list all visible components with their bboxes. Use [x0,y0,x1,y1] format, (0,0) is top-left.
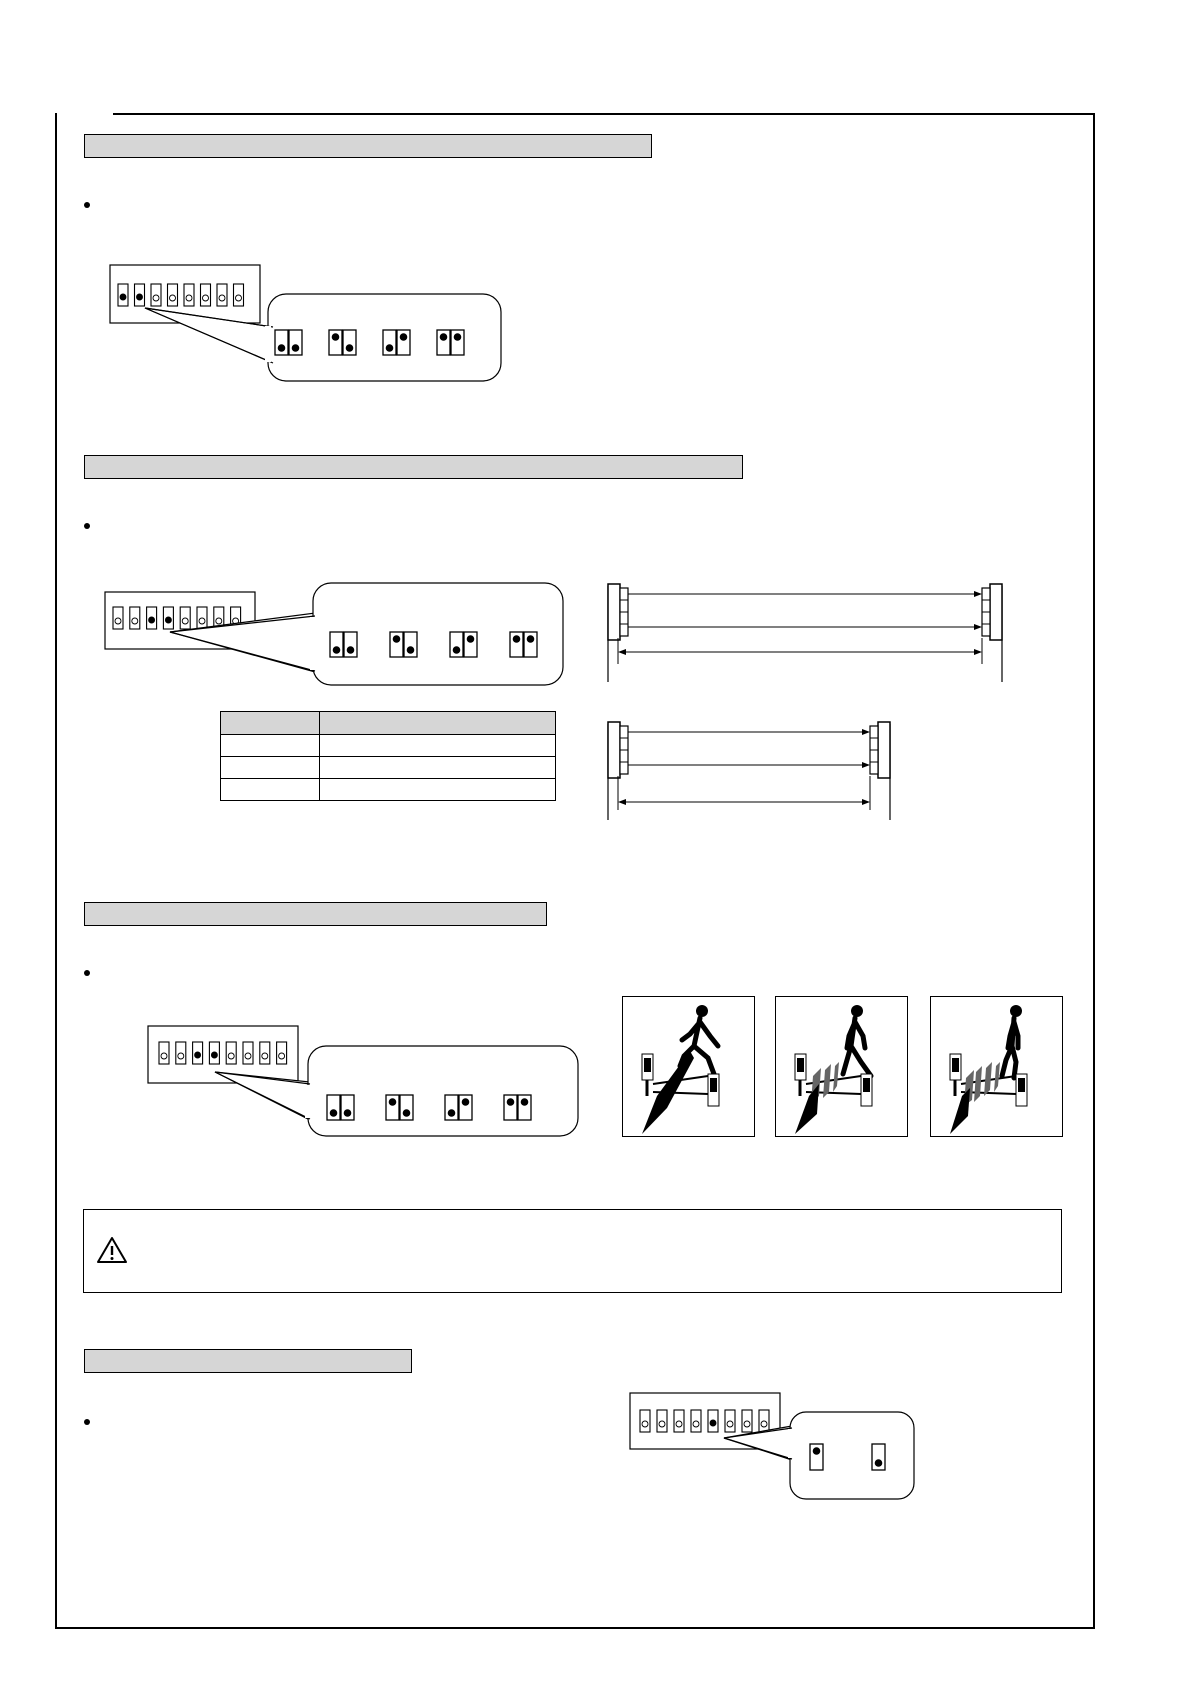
walker-panel-1 [622,996,755,1137]
range-table-header-2 [320,712,556,735]
dip-pair-knob [344,1109,352,1117]
dip-pair-knob [393,635,401,643]
dip-pair-knob [527,635,535,643]
dip-pair-knob [507,1098,515,1106]
dip-pair-knob [462,1098,470,1106]
dip-switch-knob [216,618,222,624]
page-frame-bottom [55,1627,1095,1629]
dip-pair-knob [467,635,475,643]
dip-switch-knob [710,1420,716,1426]
caution-box [83,1209,1062,1293]
table-cell [221,757,320,779]
dip-switch-knob [120,294,126,300]
dip-switch-knob [236,295,242,301]
table-cell [320,735,556,757]
dip-switch-knob [170,295,176,301]
dip-switch-knob [137,294,143,300]
walker-panel-3 [930,996,1063,1137]
dip-switch-knob [178,1053,184,1059]
table-cell [320,779,556,801]
dip-switch-knob [761,1421,767,1427]
page-frame-left [55,113,57,1628]
section-2-bullet-dot [84,523,90,529]
dip-pair-knob [332,333,340,341]
dip-pair-knob [386,344,394,352]
section-4-heading [84,1349,412,1373]
dip-switch-knob [228,1053,234,1059]
dip-switch-knob [676,1421,682,1427]
range-table-header-1 [221,712,320,735]
table-cell [221,779,320,801]
dip-switch-knob [659,1421,665,1427]
table-row [221,779,556,801]
dip-pair-knob [521,1098,529,1106]
table-row [221,757,556,779]
section-2-heading [84,455,743,479]
dip-switch-knob [195,1052,201,1058]
walker-panel-2 [775,996,908,1137]
dip-pair-knob [440,333,448,341]
dip-switch-knob [245,1053,251,1059]
dip-pair-knob [333,646,341,654]
dip-switch-knob [149,617,155,623]
section-1-dip-diagram [105,260,505,385]
dip-pair-knob [453,646,461,654]
dip-pair-knob [346,344,354,352]
dip-pair-knob [513,635,521,643]
dip-switch-knob [262,1053,268,1059]
dip-pair-knob [448,1109,456,1117]
section-3-bullet-dot [84,970,90,976]
dip-pair-knob [454,333,462,341]
dip-switch-knob [744,1421,750,1427]
long-range-beam-diagram [600,578,1010,683]
dip-switch-knob [182,618,188,624]
table-cell [221,735,320,757]
dip-switch-knob [186,295,192,301]
dip-switch-knob [642,1421,648,1427]
dip-pair-knob [347,646,355,654]
dip-switch-knob [203,295,209,301]
section-3-dip-diagram [145,1020,585,1140]
table-cell [320,757,556,779]
dip-switch-knob [219,295,225,301]
page-frame-top [113,113,1095,115]
dip-pair-knob [407,646,415,654]
dip-pair-knob [330,1109,338,1117]
dip-switch-knob [693,1421,699,1427]
warning-triangle-icon [96,1236,128,1264]
section-3-heading [84,902,547,926]
dip-pair-knob [403,1109,411,1117]
range-table [220,711,556,801]
range-table-header-row [221,712,556,735]
page-frame-right [1093,113,1095,1628]
dip-pair-knob [278,344,286,352]
dip-switch-knob [199,618,205,624]
dip-pair-knob [389,1098,397,1106]
dip-pair-knob [400,333,408,341]
section-4-bullet-dot [84,1419,90,1425]
dip-switch-knob [279,1053,285,1059]
section-4-dip-diagram [628,1390,918,1505]
section-1-bullet-dot [84,202,90,208]
dip-pair-knob [292,344,300,352]
dip-switch-knob [161,1053,167,1059]
dip-switch-knob [132,618,138,624]
section-2-dip-diagram [100,580,570,690]
dip-switch-knob [153,295,159,301]
dip-switch-knob [115,618,121,624]
short-range-beam-diagram [600,716,900,821]
section-1-heading [84,134,652,158]
dip-switch-knob [165,617,171,623]
dip-switch-knob [211,1052,217,1058]
table-row [221,735,556,757]
dip-switch-knob [727,1421,733,1427]
